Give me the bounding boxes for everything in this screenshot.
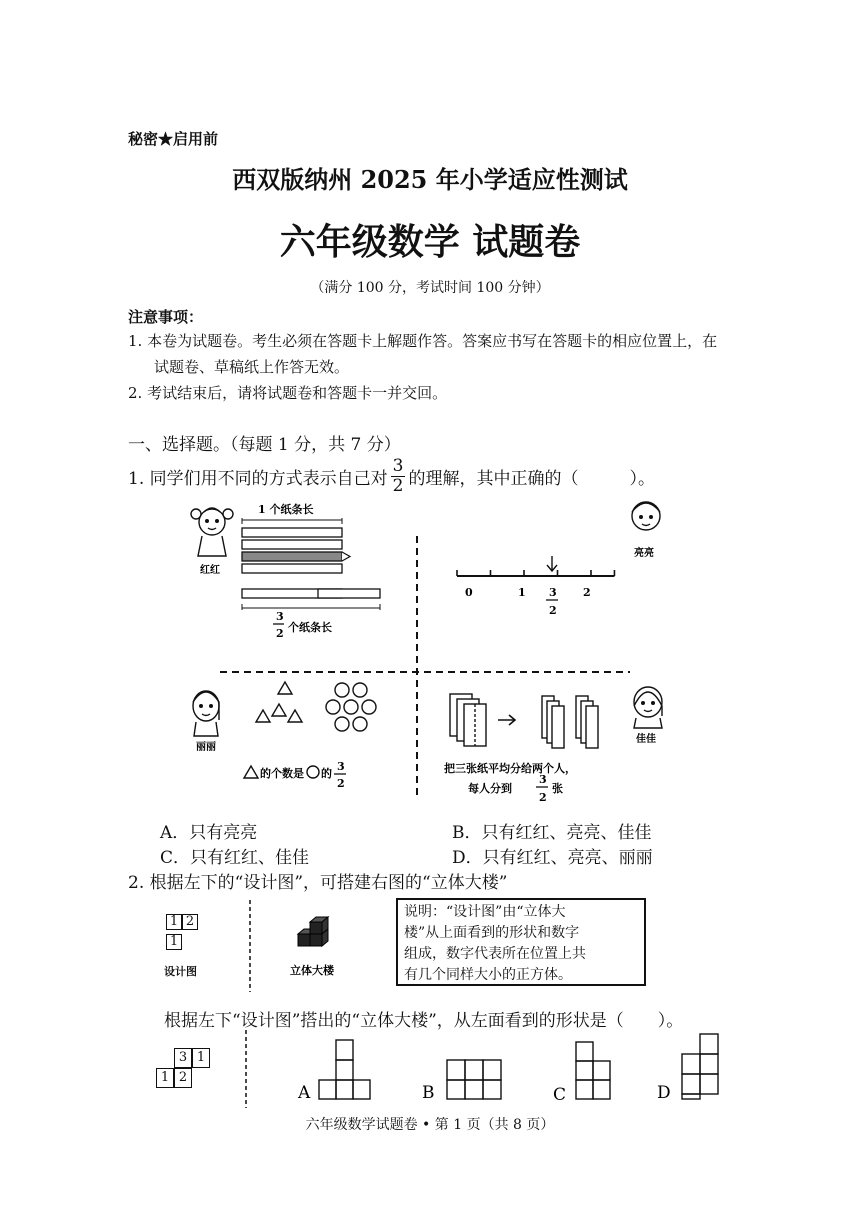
paper-strip-4 xyxy=(242,564,342,573)
section-1-title: 一、选择题。（每题 1 分，共 7 分） xyxy=(128,435,401,455)
tick-label-1: 1 xyxy=(518,586,526,599)
lili-caption-mid: 的个数是 xyxy=(260,767,304,780)
option-b-shape xyxy=(447,1060,501,1099)
honghong-name: 红红 xyxy=(200,565,220,576)
q1-stem-before: 1. 同学们用不同的方式表示自己对 xyxy=(128,468,388,489)
paper-strip-1 xyxy=(242,528,342,537)
number-line xyxy=(457,570,614,576)
honghong-frac-den: 2 xyxy=(276,627,284,640)
q1-option-a[interactable]: A．只有亮亮 xyxy=(160,823,258,843)
jiajia-caption-end: 张 xyxy=(552,782,563,795)
down-arrow-icon xyxy=(547,556,557,571)
q1-stem-after: 的理解，其中正确的（ ）。 xyxy=(408,468,655,489)
paper-stack-icon xyxy=(450,694,486,746)
q1-frac-den: 2 xyxy=(392,475,404,496)
notice-item-1-cont: 试题卷、草稿纸上作答无效。 xyxy=(154,358,350,376)
honghong-top-label: 1 个纸条长 xyxy=(258,503,314,516)
secret-label: 秘密★启用前 xyxy=(128,130,219,148)
jiajia-avatar-icon xyxy=(634,687,662,728)
paper-strip-3 xyxy=(242,552,342,561)
q1-option-c[interactable]: C．只有红红、佳佳 xyxy=(160,848,310,868)
honghong-avatar-icon xyxy=(191,508,233,556)
question-2-sub-stem: 根据左下“设计图”搭出的“立体大楼”，从左面看到的形状是（ ）。 xyxy=(164,1011,684,1031)
design-cell-3: 1 xyxy=(166,934,182,950)
note-line-1: 说明：“设计图”由“立体大 xyxy=(404,904,566,920)
tick-label-2: 2 xyxy=(583,586,591,599)
brace-bottom xyxy=(242,604,380,610)
note-line-2: 楼”从上面看到的形状和数字 xyxy=(404,925,580,941)
option-d-shape xyxy=(682,1034,718,1099)
tick-label-3-2-den: 2 xyxy=(549,604,557,617)
paper-strip-5b xyxy=(318,589,380,598)
tick-label-0: 0 xyxy=(465,586,473,599)
notice-item-1: 1. 本卷为试题卷。考生必须在答题卡上解题作答。答案应书写在答题卡的相应位置上，在 xyxy=(128,332,718,350)
question-1-figure xyxy=(180,496,670,806)
q2-answer-options xyxy=(240,1030,730,1110)
split-paper-icon xyxy=(542,696,598,748)
jiajia-name: 佳佳 xyxy=(636,734,656,745)
option-c-letter[interactable]: C xyxy=(553,1085,567,1105)
option-c-shape xyxy=(576,1042,610,1099)
q1-option-b[interactable]: B．只有红红、亮亮、佳佳 xyxy=(452,823,652,843)
design-cell-2: 2 xyxy=(182,914,198,930)
q2-note-box xyxy=(396,898,646,986)
strip-arrow-tip xyxy=(342,552,350,561)
liangliang-avatar-icon xyxy=(632,502,660,530)
design-cell-1: 1 xyxy=(166,914,182,930)
building-figure xyxy=(244,900,394,995)
q1-fraction xyxy=(391,455,406,496)
question-1-stem xyxy=(128,455,655,496)
triangle-group-icon xyxy=(256,682,302,722)
sub-design-cell-3: 1 xyxy=(156,1068,174,1088)
design-label: 设计图 xyxy=(164,965,197,978)
notice-item-2: 2. 考试结束后，请将试题卷和答题卡一并交回。 xyxy=(128,384,448,402)
q1-option-d[interactable]: D．只有红红、亮亮、丽丽 xyxy=(452,848,653,868)
lili-name: 丽丽 xyxy=(196,742,216,753)
notice-title: 注意事项： xyxy=(128,308,204,326)
lili-avatar-icon xyxy=(193,691,219,736)
circle-icon xyxy=(307,766,319,778)
sub-design-cell-1: 3 xyxy=(174,1048,192,1068)
sub-design-cell-2: 1 xyxy=(192,1048,210,1068)
note-line-4: 有几个同样大小的正方体。 xyxy=(404,967,572,983)
liangliang-name: 亮亮 xyxy=(634,548,654,559)
brace-top xyxy=(242,518,342,524)
sub-design-cell-4: 2 xyxy=(174,1068,192,1088)
jiajia-caption-line2: 每人分到 xyxy=(468,782,512,795)
jiajia-frac-den: 2 xyxy=(539,791,547,804)
exam-title: 西双版纳州 2025 年小学适应性测试 xyxy=(232,165,628,194)
option-d-letter[interactable]: D xyxy=(657,1083,671,1103)
lili-frac-num: 3 xyxy=(337,760,345,773)
paper-strip-2 xyxy=(242,540,342,549)
triangle-icon xyxy=(244,766,258,778)
score-time: （满分 100 分，考试时间 100 分钟） xyxy=(310,280,550,296)
circle-group-icon xyxy=(326,683,376,731)
subject-title: 六年级数学 试题卷 xyxy=(279,221,581,263)
note-line-3: 组成，数字代表所在位置上共 xyxy=(404,946,586,962)
question-2-stem: 2. 根据左下的“设计图”，可搭建右图的“立体大楼” xyxy=(128,873,508,893)
right-arrow-icon xyxy=(498,715,515,725)
building-label: 立体大楼 xyxy=(290,964,334,977)
lili-caption-end: 的 xyxy=(321,767,332,780)
honghong-frac-num: 3 xyxy=(276,610,284,623)
jiajia-caption-line1: 把三张纸平均分给两个人， xyxy=(444,762,576,775)
tick-label-3-2-num: 3 xyxy=(549,586,557,599)
option-b-letter[interactable]: B xyxy=(422,1083,435,1103)
page-footer: 六年级数学试题卷 • 第 1 页（共 8 页） xyxy=(305,1117,555,1133)
option-a-letter[interactable]: A xyxy=(298,1083,311,1103)
option-a-shape xyxy=(319,1040,370,1099)
jiajia-frac-num: 3 xyxy=(539,773,547,786)
honghong-bottom-label: 个纸条长 xyxy=(288,621,332,634)
lili-frac-den: 2 xyxy=(337,777,345,790)
q1-frac-num: 3 xyxy=(392,455,404,476)
building-cube-icon xyxy=(298,917,328,946)
